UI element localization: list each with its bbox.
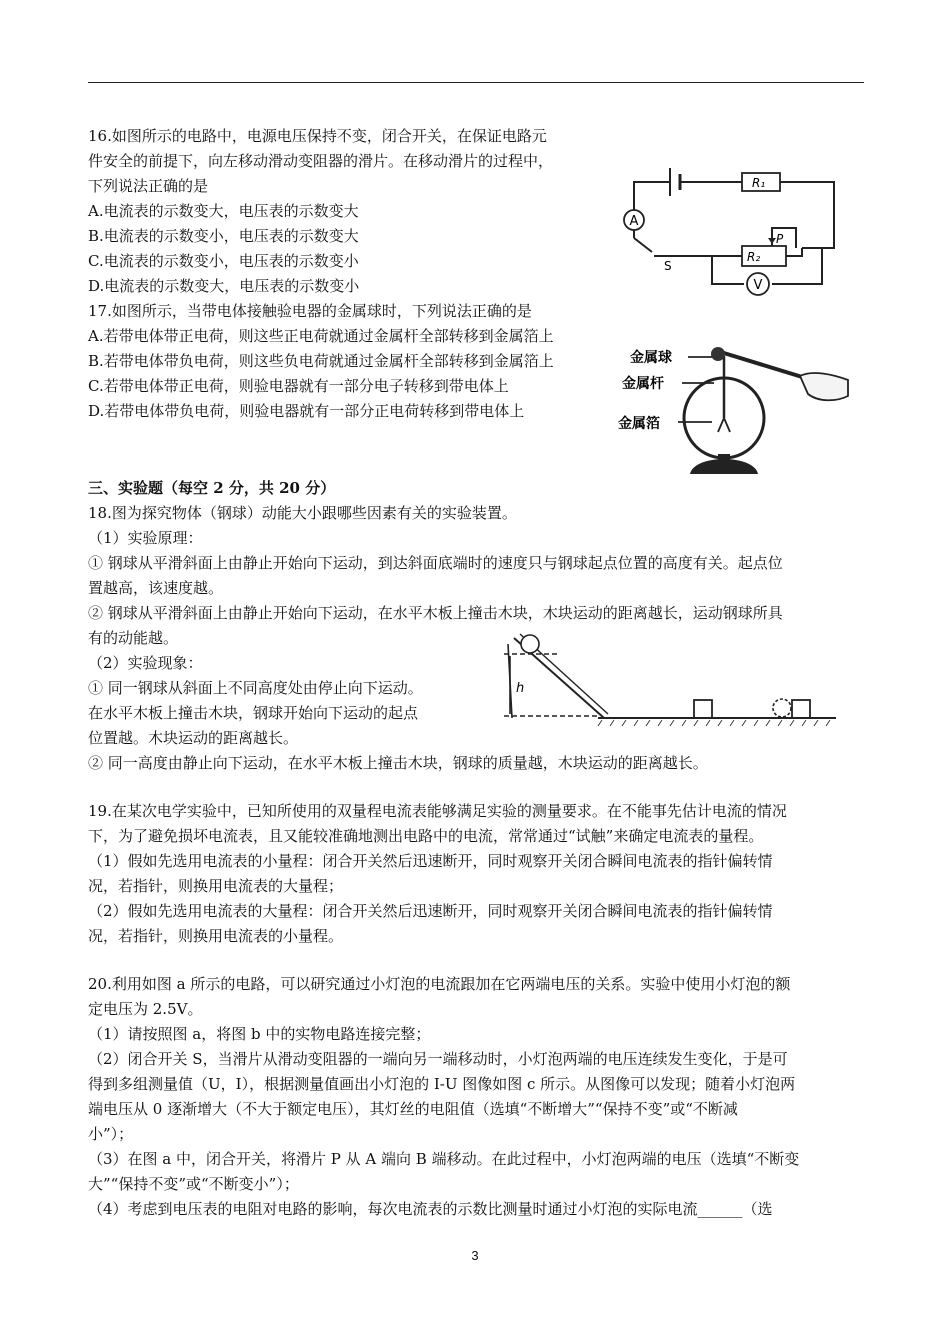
- q18-line-3: ① 钢球从平滑斜面上由静止开始向下运动，到达斜面底端时的速度只与钢球起点位置的高度有关。起点位: [88, 554, 783, 572]
- q20-line-8: （3）在图 a 中，闭合开关，将滑片 P 从 A 端向 B 端移动。在此过程中，小灯泡两端的电压（选填“不断变: [88, 1150, 800, 1168]
- q16-line-2: 件安全的前提下，向左移动滑动变阻器的滑片。在移动滑片的过程中，: [88, 152, 554, 170]
- q20-line-9: 大”“保持不变”或“不断变小”）；: [88, 1175, 299, 1193]
- section-3-heading: 三、实验题（每空 2 分，共 20 分）: [88, 479, 336, 497]
- switch-label: S: [664, 259, 672, 273]
- q20-line-10: （4）考虑到电压表的电阻对电路的影响，每次电流表的示数比测量时通过小灯泡的实际电流______（选: [88, 1200, 773, 1218]
- q20-line-6: 端电压从 0 逐渐增大（不大于额定电压），其灯丝的电阻值（选填“不断增大”“保持不变”或“不断减: [88, 1100, 738, 1118]
- q20-line-5: 得到多组测量值（U，I），根据测量值画出小灯泡的 I-U 图像如图 c 所示。从图像可以发现；随着小灯泡两: [88, 1075, 796, 1093]
- q16-option-a: A.电流表的示数变大，电压表的示数变大: [88, 202, 359, 220]
- ammeter-label: A: [629, 214, 639, 229]
- q17-option-a: A.若带电体带正电荷，则这些正电荷就通过金属杆全部转移到金属箔上: [88, 327, 554, 345]
- r1-label: R₁: [752, 176, 766, 190]
- slider-label: P: [776, 232, 784, 246]
- q19-line-4: 况，若指针，则换用电流表的大量程；: [88, 877, 344, 895]
- q19-line-1: 19.在某次电学实验中，已知所使用的双量程电流表能够满足实验的测量要求。在不能事先估计电流的情况: [88, 802, 787, 820]
- q16-line-1: 16.如图所示的电路中，电源电压保持不变，闭合开关，在保证电路元: [88, 127, 547, 145]
- q17-option-c: C.若带电体带正电荷，则验电器就有一部分电子转移到带电体上: [88, 377, 509, 395]
- q16-option-d: D.电流表的示数变大，电压表的示数变小: [88, 277, 360, 295]
- ball-label: 金属球: [630, 350, 672, 366]
- q16-circuit-figure: [612, 140, 850, 300]
- q18-line-7: （2）实验现象：: [88, 654, 203, 672]
- q17-option-d: D.若带电体带负电荷，则验电器就有一部分正电荷转移到带电体上: [88, 402, 525, 420]
- q18-line-11: ② 同一高度由静止向下运动，在水平木板上撞击木块，钢球的质量越，木块运动的距离越长。: [88, 754, 708, 772]
- q20-line-3: （1）请按照图 a，将图 b 中的实物电路连接完整；: [88, 1025, 431, 1043]
- q16-option-b: B.电流表的示数变小，电压表的示数变大: [88, 227, 359, 245]
- q20-line-1: 20.利用如图 a 所示的电路，可以研究通过小灯泡的电流跟加在它两端电压的关系。实验中使用小灯泡的额: [88, 975, 791, 993]
- q19-line-6: 况，若指针，则换用电流表的小量程。: [88, 927, 344, 945]
- q18-line-10: 位置越。木块运动的距离越长。: [88, 729, 299, 747]
- q17-option-b: B.若带电体带负电荷，则这些负电荷就通过金属杆全部转移到金属箔上: [88, 352, 554, 370]
- q17-line-1: 17.如图所示，当带电体接触验电器的金属球时，下列说法正确的是: [88, 302, 532, 320]
- ramp-figure: [490, 632, 842, 728]
- q18-line-2: （1）实验原理：: [88, 529, 203, 547]
- q20-line-2: 定电压为 2.5V。: [88, 1000, 203, 1018]
- foil-label: 金属箔: [618, 416, 660, 432]
- q18-line-6: 有的动能越。: [88, 629, 179, 647]
- height-label: h: [516, 681, 525, 696]
- slider-arrow-icon: [768, 238, 776, 244]
- rod-label: 金属杆: [622, 376, 664, 392]
- q20-line-4: （2）闭合开关 S，当滑片从滑动变阻器的一端向另一端移动时，小灯泡两端的电压连续发生变化，于是可: [88, 1050, 788, 1068]
- r2-label: R₂: [747, 250, 761, 264]
- q18-line-5: ② 钢球从平滑斜面上由静止开始向下运动，在水平木板上撞击木块，木块运动的距离越长，运动钢球所具: [88, 604, 783, 622]
- q16-option-c: C.电流表的示数变小，电压表的示数变小: [88, 252, 359, 270]
- page-number: 3: [471, 1248, 479, 1263]
- q18-line-1: 18.图为探究物体（钢球）动能大小跟哪些因素有关的实验装置。: [88, 504, 517, 522]
- q16-line-3: 下列说法正确的是: [88, 177, 209, 195]
- q19-line-5: （2）假如先选用电流表的大量程：闭合开关然后迅速断开，同时观察开关闭合瞬间电流表的指针偏转情: [88, 902, 773, 920]
- header-rule: [88, 82, 864, 83]
- metal-ball-icon: [711, 347, 725, 361]
- q18-line-9: 在水平木板上撞击木块，钢球开始向下运动的起点: [88, 704, 419, 722]
- steel-ball-icon: [521, 635, 539, 653]
- q18-line-8: ① 同一钢球从斜面上不同高度处由停止向下运动。: [88, 679, 423, 697]
- voltmeter-label: V: [753, 278, 763, 293]
- q20-line-7: 小”）；: [88, 1125, 134, 1143]
- q19-line-3: （1）假如先选用电流表的小量程：闭合开关然后迅速断开，同时观察开关闭合瞬间电流表的指针偏转情: [88, 852, 773, 870]
- q18-line-4: 置越高，该速度越。: [88, 579, 224, 597]
- q19-line-2: 下，为了避免损坏电流表，且又能较准确地测出电路中的电流，常常通过“试触”来确定电流表的量程。: [88, 827, 764, 845]
- electroscope-figure: [612, 336, 857, 476]
